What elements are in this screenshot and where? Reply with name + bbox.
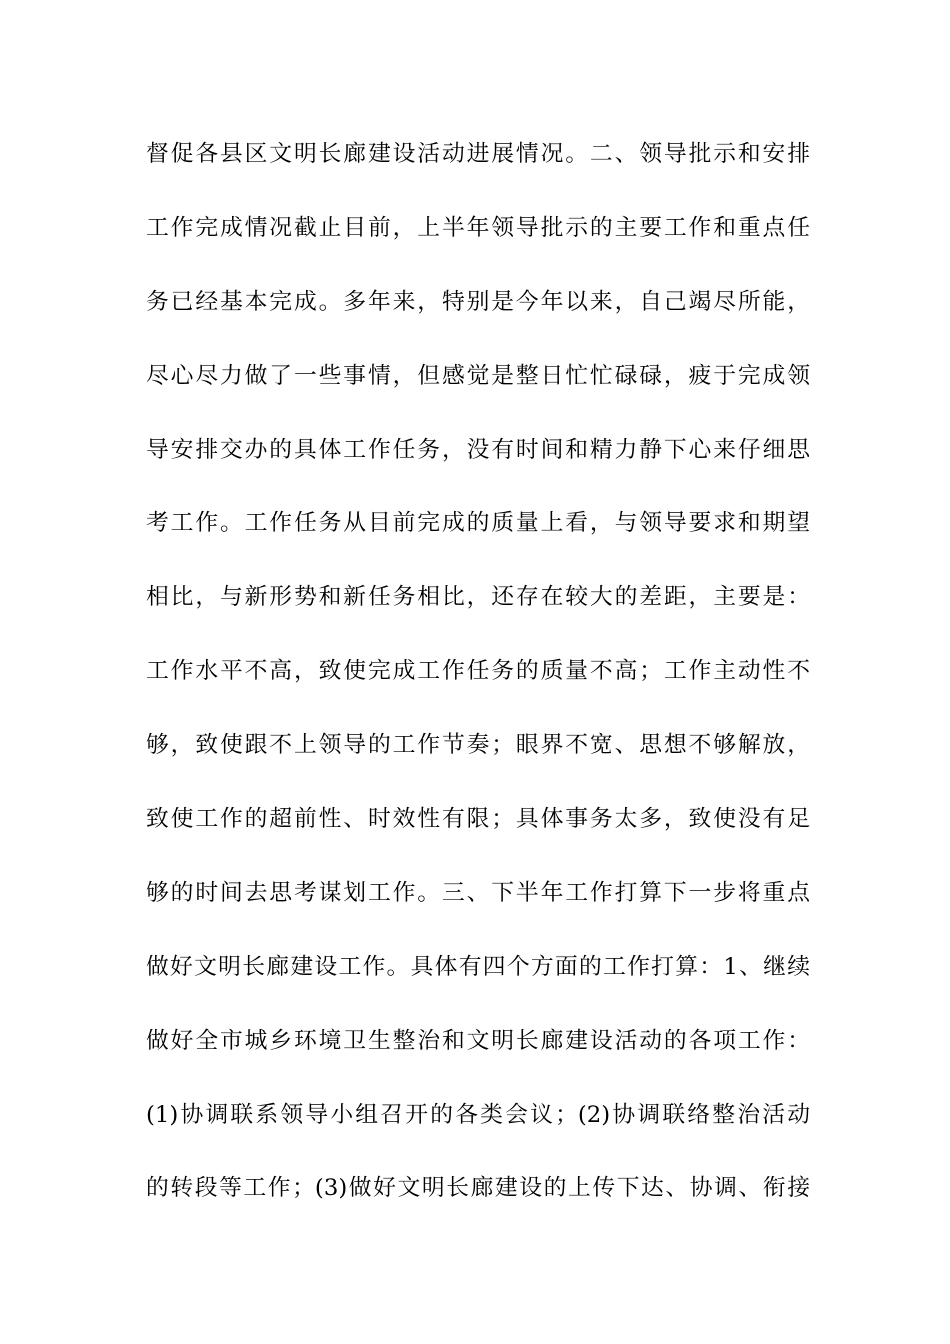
- text-line: 够的时间去思考谋划工作。三、下半年工作打算下一步将重点: [146, 879, 810, 906]
- text-line: 务已经基本完成。多年来，特别是今年以来，自己竭尽所能，: [146, 288, 810, 315]
- text-line: 工作完成情况截止目前，上半年领导批示的主要工作和重点任: [146, 214, 810, 241]
- text-line: 导安排交办的具体工作任务，没有时间和精力静下心来仔细思: [146, 436, 810, 463]
- text-line: 考工作。工作任务从目前完成的质量上看，与领导要求和期望: [146, 510, 810, 537]
- text-line: (1)协调联系领导小组召开的各类会议；(2)协调联络整治活动: [146, 1101, 810, 1128]
- body-paragraph: [146, 132, 810, 1240]
- text-line: 做好全市城乡环境卫生整治和文明长廊建设活动的各项工作：: [146, 1027, 810, 1054]
- text-line: 致使工作的超前性、时效性有限；具体事务太多，致使没有足: [146, 806, 810, 833]
- text-line: 的转段等工作；(3)做好文明长廊建设的上传下达、协调、衔接: [146, 1175, 810, 1202]
- text-line: 做好文明长廊建设工作。具体有四个方面的工作打算：1、继续: [146, 953, 810, 980]
- text-line: 尽心尽力做了一些事情，但感觉是整日忙忙碌碌，疲于完成领: [146, 362, 810, 389]
- text-line: 相比，与新形势和新任务相比，还存在较大的差距，主要是：: [146, 584, 810, 611]
- text-line: 够，致使跟不上领导的工作节奏；眼界不宽、思想不够解放，: [146, 732, 810, 759]
- text-line: 督促各县区文明长廊建设活动进展情况。二、领导批示和安排: [146, 141, 810, 167]
- text-line: 工作水平不高，致使完成工作任务的质量不高；工作主动性不: [146, 658, 810, 685]
